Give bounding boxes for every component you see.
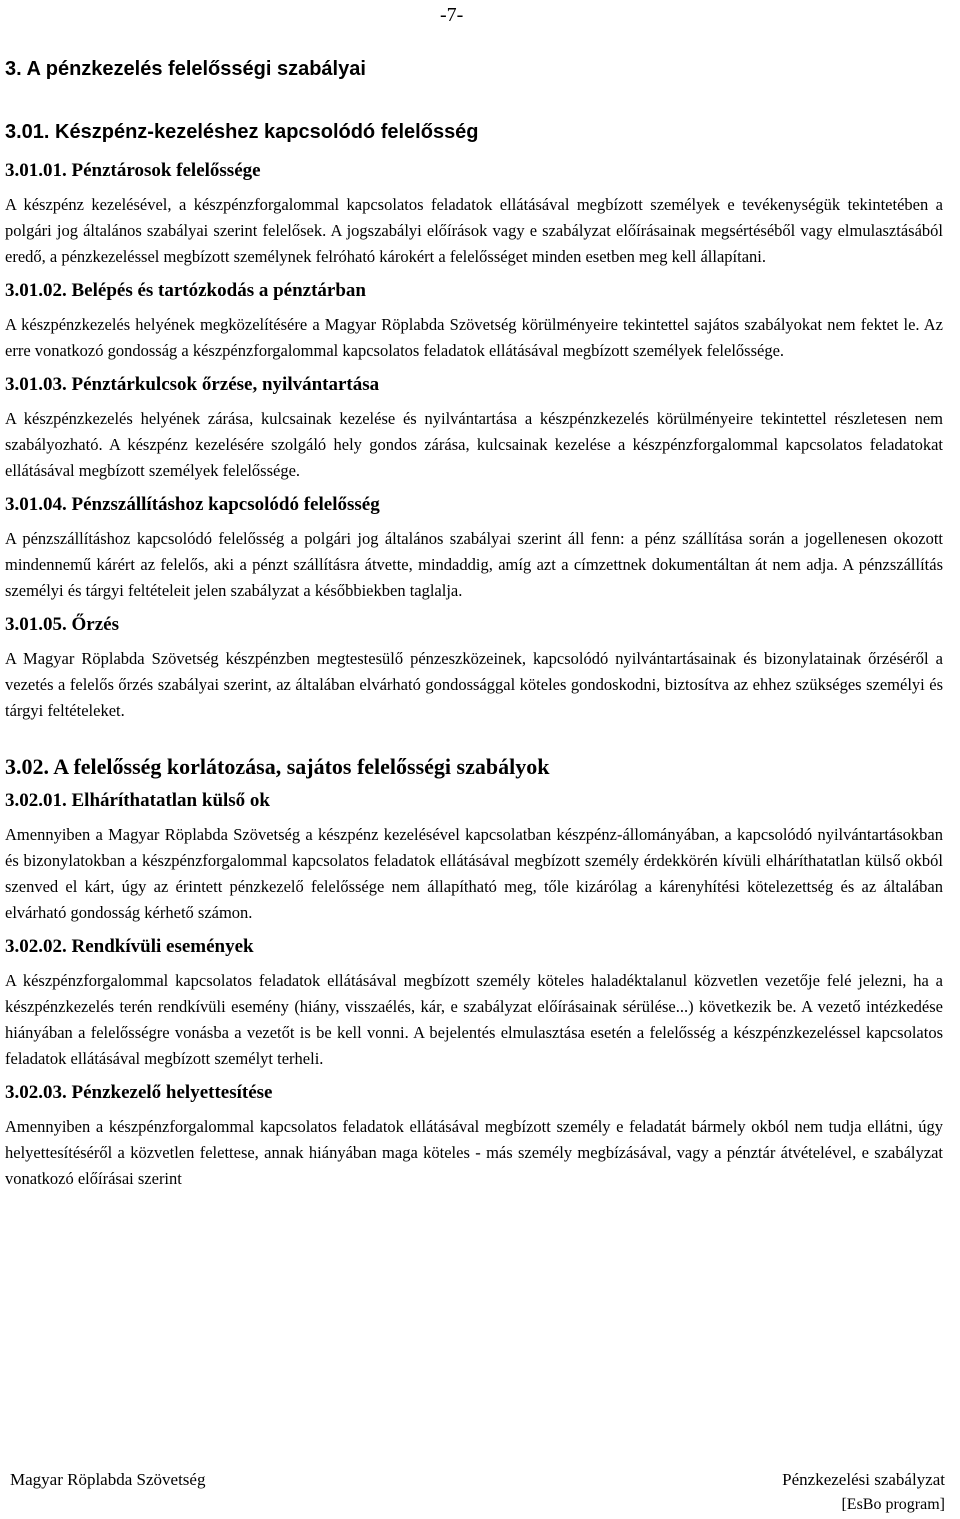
paragraph-3-01-02: A készpénzkezelés helyének megközelítésére a Magyar Röplabda Szövetség körülményeire tekintettel sajátos szabályokat nem fektet le. Az erre vonatkozó gondosság a készpénzforgalommal kapcsolatos feladatok ellátásával megbízott személyek felelőssége.	[5, 315, 943, 360]
document-body	[5, 58, 943, 1202]
heading-3-01-04: 3.01.04. Pénzszállításhoz kapcsolódó felelősség	[5, 494, 380, 515]
page-number: -7-	[440, 4, 464, 26]
footer-organization: Magyar Röplabda Szövetség	[10, 1470, 206, 1489]
footer-document-title: Pénzkezelési szabályzat	[782, 1470, 945, 1489]
heading-3-02-01: 3.02.01. Elháríthatatlan külső ok	[5, 790, 270, 811]
paragraph-3-01-03: A készpénzkezelés helyének zárása, kulcsainak kezelése és nyilvántartása a készpénzkezelés körülményeire tekintettel részletesen nem szabályozható. A készpénz kezelésére szolgáló hely gondos zárása, kulcsainak kezelése a készpénzforgalommal kapcsolatos feladatokat ellátásával megbízott személyek felelőssége.	[5, 409, 943, 480]
heading-3-01-02: 3.01.02. Belépés és tartózkodás a pénztárban	[5, 280, 366, 301]
paragraph-3-02-02: A készpénzforgalommal kapcsolatos feladatok ellátásával megbízott személy köteles haladéktalanul közvetlen vezetője felé jelezni, ha a készpénzkezelés terén rendkívüli esemény (hiány, visszaélés, kár, e szabályzat előírásainak sérülése...) következik be. A vezető intézkedése hiányában a felelősségre vonásba a vezetőt is be kell vonni. A bejelentés elmulasztása esetén a felelősség a készpénzkezeléssel kapcsolatos feladatok ellátásával megbízott személyt terheli.	[5, 971, 943, 1068]
paragraph-3-02-03: Amennyiben a készpénzforgalommal kapcsolatos feladatok ellátásával megbízott személy e feladatát bármely okból nem tudja ellátni, úgy helyettesítéséről a közvetlen felettese, annak hiányában maga köteles - más személy megbízásával, vagy a pénztár átvételével, e szabályzat vonatkozó előírásai szerint	[5, 1117, 943, 1188]
heading-3-01-03: 3.01.03. Pénztárkulcsok őrzése, nyilvántartása	[5, 374, 380, 395]
heading-3-02: 3.02. A felelősség korlátozása, sajátos felelősségi szabályok	[5, 754, 550, 779]
heading-3-01-05: 3.01.05. Őrzés	[5, 614, 119, 635]
paragraph-3-01-01: A készpénz kezelésével, a készpénzforgalommal kapcsolatos feladatok ellátásával megbízott személyek e tevékenységük tekintetében a polgári jog általános szabályai szerint felelősek. A jogszabályi előírások vagy e szabályzat előírásainak megsértéséből vagy elmulasztásából eredő, a pénzkezeléssel megbízott személynek felróható károkért a felelősséget minden esetben meg kell állapítani.	[5, 195, 943, 266]
paragraph-3-02-01: Amennyiben a Magyar Röplabda Szövetség a készpénz kezelésével kapcsolatban készpénz-állományában, a kapcsolódó nyilvántartásokban és bizonylatokban a készpénzforgalommal kapcsolatos feladatok ellátásával megbízott személy érdekkörén kívüli elháríthatatlan külső okból szenved el kárt, úgy az érintett pénzkezelő felelőssége nem állapítható meg, tőle kizárólag a kárenyhítési kötelezettség és az általában elvárható gondosság kérhető számon.	[5, 825, 943, 922]
footer-program: [EsBo program]	[841, 1496, 945, 1513]
paragraph-3-01-05: A Magyar Röplabda Szövetség készpénzben megtestesülő pénzeszközeinek, kapcsolódó nyilvántartásainak és bizonylatainak őrzéséről a vezetés a felelős őrzés szabályai szerint, az általában elvárható gondossággal köteles gondoskodni, biztosítva az ehhez szükséges személyi és tárgyi feltételeket.	[5, 649, 943, 720]
heading-3-02-03: 3.02.03. Pénzkezelő helyettesítése	[5, 1082, 273, 1103]
paragraph-3-01-04: A pénzszállításhoz kapcsolódó felelősség a polgári jog általános szabályai szerint áll fenn: a pénz szállítása során a jogellenesen okozott mindennemű kárért az felelős, aki a pénzt szállításra átvette, mindaddig, amíg azt a címzettnek dokumentáltan át nem adja. A pénzszállítás személyi és tárgyi feltételeit jelen szabályzat a későbbiekben taglalja.	[5, 529, 943, 600]
section-title: 3. A pénzkezelés felelősségi szabályai	[5, 58, 366, 80]
subsection-title: 3.01. Készpénz-kezeléshez kapcsolódó felelősség	[5, 121, 479, 143]
heading-3-02-02: 3.02.02. Rendkívüli események	[5, 936, 254, 957]
heading-3-01-01: 3.01.01. Pénztárosok felelőssége	[5, 160, 261, 181]
